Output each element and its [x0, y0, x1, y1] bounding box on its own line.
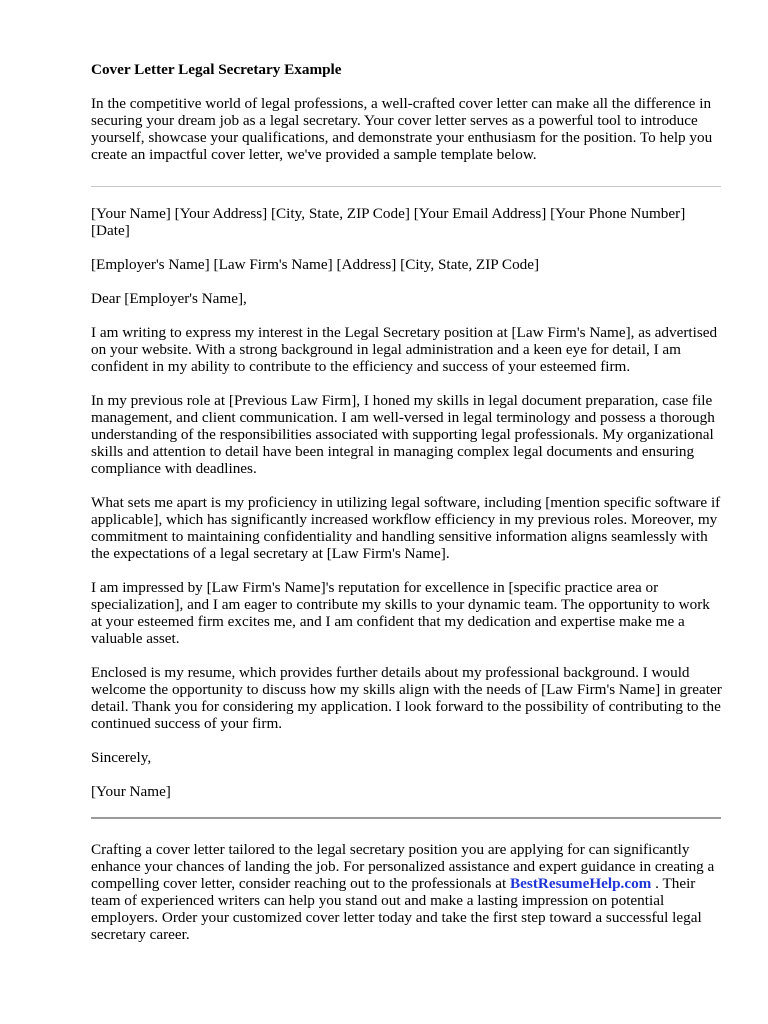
- letter-paragraph-1: I am writing to express my interest in the Legal Secretary position at [Law Firm's Name], as advertised on your website. With a strong background in legal administration and a keen eye for detail, I am confident in my ability to contribute to the efficiency and success of your esteemed firm.: [91, 324, 718, 375]
- letter-paragraph-3: What sets me apart is my proficiency in utilizing legal software, including [mention specific software if applicable], which has significantly increased workflow efficiency in my previous roles. Moreover, my commitment to maintaining confidentiality and handling sensitive information aligns seamlessly with the expectations of a legal secretary at [Law Firm's Name].: [91, 494, 721, 562]
- signature: [Your Name]: [91, 783, 171, 800]
- document-title: Cover Letter Legal Secretary Example: [91, 61, 342, 78]
- sender-info: [Your Name] [Your Address] [City, State, ZIP Code] [Your Email Address] [Your Phone Number] [Date]: [91, 205, 686, 239]
- letter-body: [91, 205, 723, 800]
- footer-paragraph: [91, 841, 723, 943]
- document-page: [91, 60, 723, 960]
- top-divider: [91, 186, 721, 187]
- letter-paragraph-4: I am impressed by [Law Firm's Name]'s reputation for excellence in [specific practice area or specialization], and I am eager to contribute my skills to your dynamic team. The opportunity to work at your esteemed firm excites me, and I am confident that my dedication and expertise make me a valuable asset.: [91, 579, 710, 647]
- letter-paragraph-5: Enclosed is my resume, which provides further details about my professional background. I would welcome the opportunity to discuss how my skills align with the needs of [Law Firm's Name] in greater detail. Thank you for considering my application. I look forward to the possibility of contributing to the continued success of your firm.: [91, 664, 722, 732]
- footer-text-after: . Their team of experienced writers can help you stand out and make a lasting impression on potential employers. Order your customized cover letter today and take the first step toward a successful legal secretary career.: [91, 875, 702, 943]
- recipient-info: [Employer's Name] [Law Firm's Name] [Address] [City, State, ZIP Code]: [91, 256, 540, 273]
- footer-text-before: Crafting a cover letter tailored to the legal secretary position you are applying for can significantly enhance your chances of landing the job. For personalized assistance and expert guidance in creating a compelling cover letter, consider reaching out to the professionals at: [91, 841, 715, 892]
- intro-paragraph: In the competitive world of legal professions, a well-crafted cover letter can make all the difference in securing your dream job as a legal secretary. Your cover letter serves as a powerful tool to introduce yourself, showcase your qualifications, and demonstrate your enthusiasm for the position. To help you create an impactful cover letter, we've provided a sample template below.: [91, 95, 713, 163]
- letter-paragraph-2: In my previous role at [Previous Law Firm], I honed my skills in legal document preparation, case file management, and client communication. I am well-versed in legal terminology and possess a thorough understanding of the responsibilities associated with supporting legal professionals. My organizational skills and attention to detail have been integral in managing complex legal documents and ensuring compliance with deadlines.: [91, 392, 715, 477]
- bestresumehelp-link[interactable]: BestResumeHelp.com: [510, 875, 652, 892]
- salutation: Dear [Employer's Name],: [91, 290, 247, 307]
- bottom-divider: [91, 817, 721, 819]
- closing: Sincerely,: [91, 749, 152, 766]
